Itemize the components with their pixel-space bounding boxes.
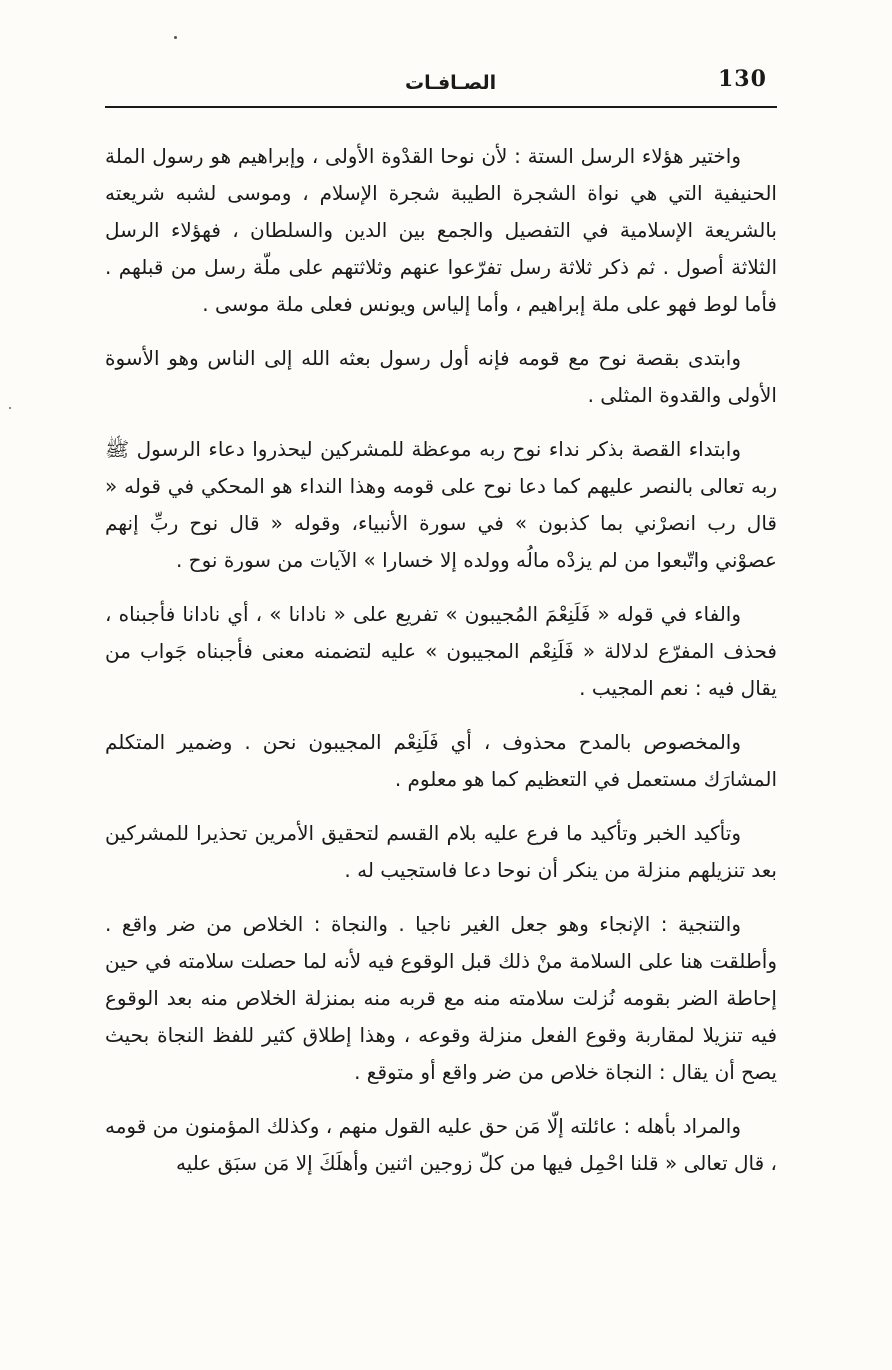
paragraph: وابتداء القصة بذكر نداء نوح ربه موعظة للمشركين ليحذروا دعاء الرسول ﷺ ربه تعالى بالنصر عليهم كما دعا نوح على قومه وهذا النداء هو المحكي في قوله « قال رب انصرْني بما كذبون » في سورة الأنبياء، وقوله « قال نوح ربِّ إنهم عصوْني واتّبعوا من لم يزدْه مالُه وولده إلا خسارا » الآيات من سورة نوح . — [105, 437, 777, 572]
paragraph: والمخصوص بالمدح محذوف ، أي فَلَنِعْم المجيبون نحن . وضمير المتكلم المشارَك مستعمل في التعظيم كما هو معلوم . — [105, 730, 777, 791]
paragraph: وابتدى بقصة نوح مع قومه فإنه أول رسول بعثه الله إلى الناس وهو الأسوة الأولى والقدوة المثلى . — [105, 346, 777, 407]
page-header — [105, 62, 777, 108]
paragraph: والمراد بأهله : عائلته إلّا مَن حق عليه القول منهم ، وكذلك المؤمنون من قومه ، قال تعالى « قلنا احْمِل فيها من كلّ زوجين اثنين وأهلَكَ إلا مَن سبَق عليه — [105, 1114, 777, 1175]
speck — [9, 407, 11, 409]
body-text — [105, 138, 777, 1182]
paragraph: والتنجية : الإنجاء وهو جعل الغير ناجيا . والنجاة : الخلاص من ضر واقع . وأطلقت هنا على السلامة منْ ذلك قبل الوقوع فيه لأنه لما حصلت سلامته في حين إحاطة الضر بقومه نُزلت سلامته منه مع قربه منه بمنزلة الخلاص منه بعد الوقوع فيه تنزيلا لمقاربة وقوع الفعل منزلة وقوعه ، وهذا إطلاق كثير للفظ النجاة بحيث يصح أن يقال : النجاة خلاص من ضر واقع أو متوقع . — [105, 912, 777, 1084]
paragraph: واختير هؤلاء الرسل الستة : لأن نوحا القدْوة الأولى ، وإبراهيم هو رسول الملة الحنيفية التي هي نواة الشجرة الطيبة شجرة الإسلام ، وموسى لشبه شريعته بالشريعة الإسلامية في التفصيل والجمع بين الدين والسلطان ، فهؤلاء الرسل الثلاثة أصول . ثم ذكر ثلاثة رسل تفرّعوا عنهم وثلاثتهم على ملّة رسل من قبلهم . فأما لوط فهو على ملة إبراهيم ، وأما إلياس ويونس فعلى ملة موسى . — [105, 144, 777, 316]
running-title: الصـافـات — [405, 72, 497, 94]
page-number: 130 — [718, 66, 767, 92]
paragraph: وتأكيد الخبر وتأكيد ما فرع عليه بلام القسم لتحقيق الأمرين تحذيرا للمشركين بعد تنزيلهم منزلة من ينكر أن نوحا دعا فاستجيب له . — [105, 821, 777, 882]
speck — [174, 36, 177, 39]
paragraph: والفاء في قوله « فَلَنِعْمَ المُجيبون » تفريع على « نادانا » ، أي نادانا فأجبناه ، فحذف المفرّع لدلالة « فَلَنِعْم المجيبون » عليه لتضمنه معنى فأجبناه جَواب من يقال فيه : نعم المجيب . — [105, 602, 777, 700]
